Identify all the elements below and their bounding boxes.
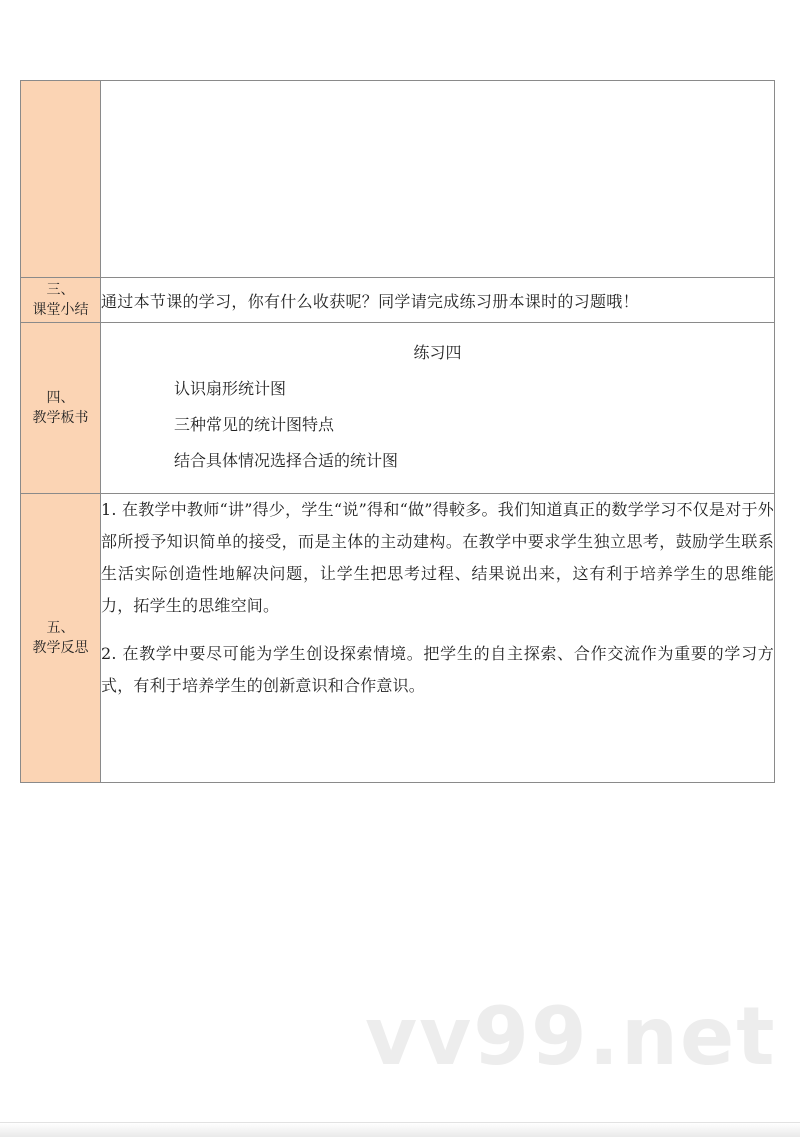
board-content	[101, 323, 775, 494]
blank-content-cell	[101, 81, 775, 278]
watermark: vv99.net	[365, 990, 777, 1083]
board-line: 结合具体情况选择合适的统计图	[174, 451, 399, 470]
reflection-label	[21, 494, 101, 783]
board-label	[21, 323, 101, 494]
table-row-reflection	[21, 494, 775, 783]
reflection-label-number: 五、	[46, 620, 75, 636]
lesson-plan-table	[20, 80, 775, 783]
blank-label-cell	[21, 81, 101, 278]
table-row-blank	[21, 81, 775, 278]
board-line: 三种常见的统计图特点	[174, 415, 335, 434]
board-label-title: 教学板书	[32, 410, 89, 426]
reflection-content	[101, 494, 775, 783]
table-row-board	[21, 323, 775, 494]
summary-label-number: 三、	[46, 282, 75, 298]
table-row-summary	[21, 278, 775, 323]
page-bottom-edge	[0, 1122, 800, 1137]
summary-text: 通过本节课的学习，你有什么收获呢？同学请完成练习册本课时的习题哦！	[101, 278, 775, 323]
reflection-paragraph: 2. 在教学中要尽可能为学生创设探索情境。把学生的自主探索、合作交流作为重要的学习方式，有利于培养学生的创新意识和合作意识。	[101, 644, 774, 695]
summary-label	[21, 278, 101, 323]
board-title: 练习四	[413, 343, 462, 362]
reflection-label-title: 教学反思	[32, 640, 89, 656]
board-label-number: 四、	[46, 390, 75, 406]
reflection-paragraph: 1. 在教学中教师“讲”得少，学生“说”得和“做”得較多。我们知道真正的数学学习不仅是对于外部所授予知识简单的接受，而是主体的主动建构。在教学中要求学生独立思考，鼓励学生联系生活实际创造性地解决问题，让学生把思考过程、结果说出来，这有利于培养学生的思维能力，拓学生的思维空间。	[101, 500, 774, 615]
summary-label-title: 课堂小结	[32, 302, 89, 318]
board-line: 认识扇形统计图	[174, 379, 287, 398]
